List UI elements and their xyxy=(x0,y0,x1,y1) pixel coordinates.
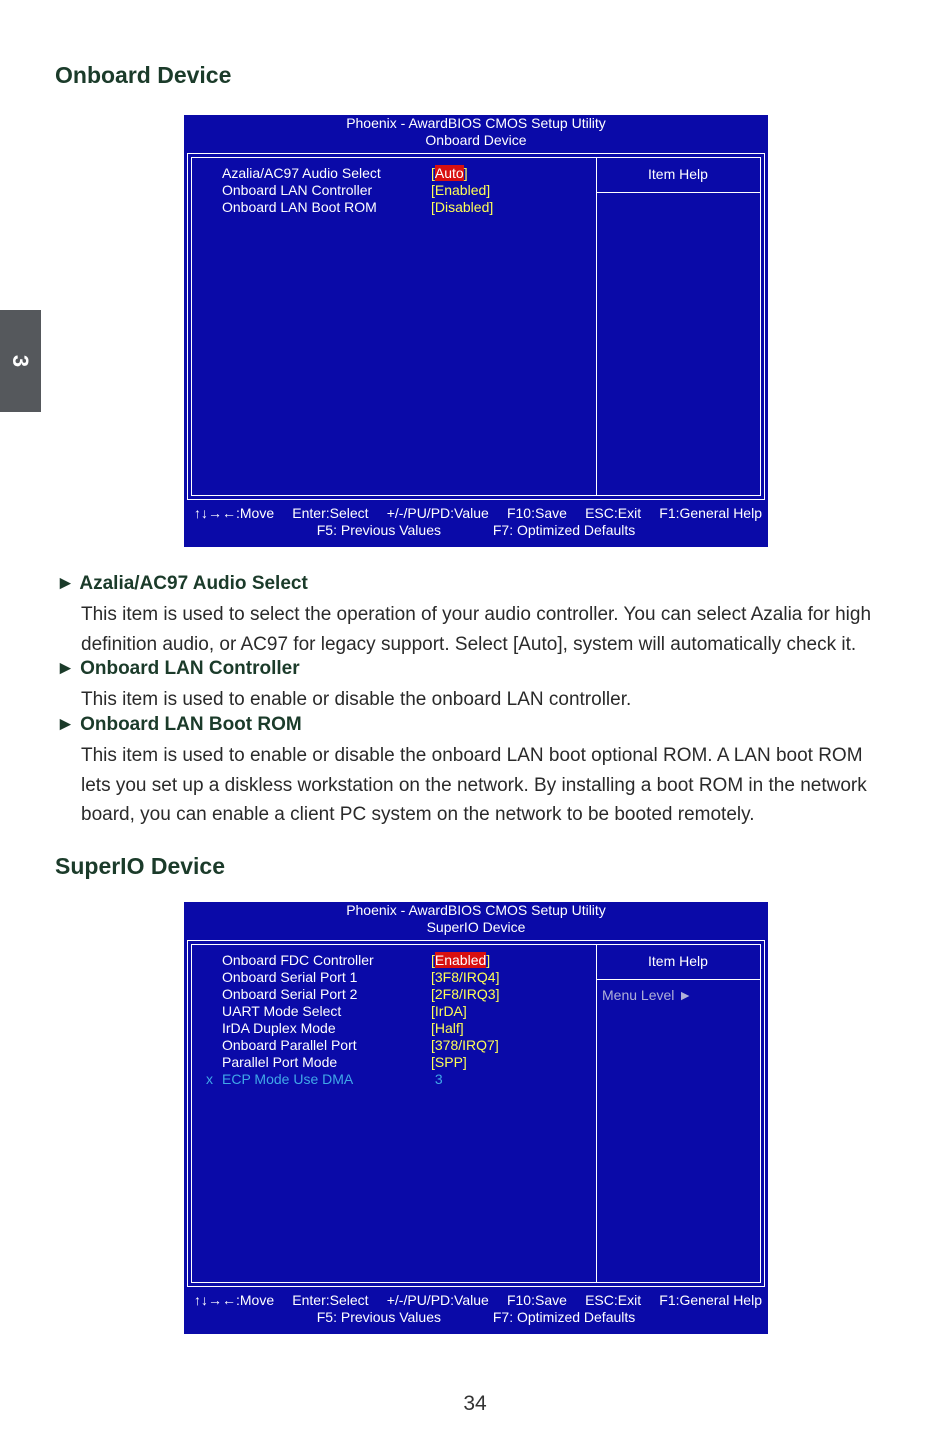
bios-item-parallel-port-mode[interactable] xyxy=(222,1054,467,1071)
menu-level-indicator: Menu Level ► xyxy=(602,987,693,1003)
bios-help-separator xyxy=(596,979,760,980)
description-text-lan-controller: This item is used to enable or disable the onboard LAN controller. xyxy=(81,689,632,710)
key-help: F1:General Help xyxy=(659,505,762,521)
bios-item-label: Onboard Serial Port 1 xyxy=(222,969,358,985)
bios-item-azalia[interactable] xyxy=(222,165,468,182)
bios-header xyxy=(184,902,768,936)
bios-item-uart-mode[interactable] xyxy=(222,1003,467,1020)
bios-item-label: Parallel Port Mode xyxy=(222,1054,338,1070)
key-exit: ESC:Exit xyxy=(585,505,642,521)
bios-screen-onboard xyxy=(184,115,768,547)
key-move: ↑↓→←:Move xyxy=(194,505,275,521)
bios-item-serial-port-2[interactable] xyxy=(222,986,499,1003)
bios-item-label: IrDA Duplex Mode xyxy=(222,1020,336,1036)
disabled-marker: x xyxy=(206,1071,213,1087)
description-text-azalia: This item is used to select the operation of your audio controller. You can select Azalia for high definition audio, or AC97 for legacy support. Select [Auto], system will automatically check it. xyxy=(81,604,872,655)
bios-item-label: Onboard LAN Boot ROM xyxy=(222,199,377,215)
bios-frame xyxy=(187,153,765,500)
key-select: Enter:Select xyxy=(292,1292,369,1308)
bios-frame xyxy=(187,940,765,1287)
item-help-label: Item Help xyxy=(648,166,708,182)
bios-footer-keys xyxy=(184,1292,768,1309)
bios-footer-keys xyxy=(184,505,768,522)
bios-item-label: UART Mode Select xyxy=(222,1003,342,1019)
bios-page-title: SuperIO Device xyxy=(426,919,526,935)
key-move: ↑↓→←:Move xyxy=(194,1292,275,1308)
section-title-onboard: Onboard Device xyxy=(55,62,232,88)
key-help: F1:General Help xyxy=(659,1292,762,1308)
bios-item-irda-duplex[interactable] xyxy=(222,1020,464,1037)
bios-item-value[interactable]: [Disabled] xyxy=(431,199,494,215)
key-save: F10:Save xyxy=(506,1292,567,1308)
selected-value-highlight: Enabled xyxy=(434,952,487,968)
bios-item-value[interactable]: [Auto] xyxy=(431,165,468,181)
bios-item-ecp-dma xyxy=(206,1071,443,1088)
bios-item-value: 3 xyxy=(431,1071,443,1087)
bios-footer-defaults xyxy=(184,522,768,539)
bios-item-value[interactable]: [IrDA] xyxy=(431,1003,467,1019)
item-help-label: Item Help xyxy=(648,953,708,969)
section-title-superio: SuperIO Device xyxy=(55,853,226,879)
key-previous-values: F5: Previous Values xyxy=(316,1309,441,1325)
description-text-lan-boot-rom: This item is used to enable or disable the onboard LAN boot optional ROM. A LAN boot ROM lets you set up a diskless workstation on the network. By installing a boot ROM in the network board, you can enable a client PC system on the network to be booted remotely. xyxy=(81,745,867,825)
bios-utility-title: Phoenix - AwardBIOS CMOS Setup Utility xyxy=(346,902,606,918)
bios-footer-defaults xyxy=(184,1309,768,1326)
bios-item-label: Onboard Serial Port 2 xyxy=(222,986,358,1002)
key-select: Enter:Select xyxy=(292,505,369,521)
bios-item-label: Azalia/AC97 Audio Select xyxy=(222,165,381,181)
bios-header xyxy=(184,115,768,149)
description-heading-lan-boot-rom: ► Onboard LAN Boot ROM xyxy=(56,714,302,735)
bios-item-parallel-port[interactable] xyxy=(222,1037,499,1054)
bios-item-lan-controller[interactable] xyxy=(222,182,490,199)
key-value: +/-/PU/PD:Value xyxy=(386,1292,489,1308)
chapter-tab xyxy=(0,310,41,412)
bios-item-label: Onboard LAN Controller xyxy=(222,182,373,198)
bios-inner-frame xyxy=(191,157,761,496)
bios-screen-superio xyxy=(184,902,768,1334)
key-optimized-defaults: F7: Optimized Defaults xyxy=(492,522,636,538)
selected-value-highlight: Auto xyxy=(434,165,464,181)
bios-item-label: ECP Mode Use DMA xyxy=(222,1071,354,1087)
bios-item-lan-boot-rom[interactable] xyxy=(222,199,493,216)
bios-item-value[interactable]: [Enabled] xyxy=(431,952,491,968)
key-optimized-defaults: F7: Optimized Defaults xyxy=(492,1309,636,1325)
key-previous-values: F5: Previous Values xyxy=(316,522,441,538)
chapter-number: 3 xyxy=(8,354,34,368)
bios-item-value[interactable]: [378/IRQ7] xyxy=(431,1037,499,1053)
bios-item-label: Onboard FDC Controller xyxy=(222,952,374,968)
bios-item-value[interactable]: [Half] xyxy=(431,1020,464,1036)
bios-help-separator xyxy=(596,192,760,193)
bios-inner-frame xyxy=(191,944,761,1283)
bios-item-label: Onboard Parallel Port xyxy=(222,1037,357,1053)
bios-item-fdc-controller[interactable] xyxy=(222,952,490,969)
description-heading-lan-controller: ► Onboard LAN Controller xyxy=(56,658,300,679)
bios-item-serial-port-1[interactable] xyxy=(222,969,499,986)
bios-item-value[interactable]: [Enabled] xyxy=(431,182,491,198)
page-number: 34 xyxy=(463,1392,487,1415)
key-save: F10:Save xyxy=(506,505,567,521)
bios-item-value[interactable]: [2F8/IRQ3] xyxy=(431,986,500,1002)
bios-item-value[interactable]: [SPP] xyxy=(431,1054,467,1070)
bios-help-divider xyxy=(596,945,597,1282)
description-heading-azalia: ► Azalia/AC97 Audio Select xyxy=(56,573,308,594)
key-value: +/-/PU/PD:Value xyxy=(386,505,489,521)
key-exit: ESC:Exit xyxy=(585,1292,642,1308)
bios-page-title: Onboard Device xyxy=(425,132,527,148)
bios-help-divider xyxy=(596,158,597,495)
bios-item-value[interactable]: [3F8/IRQ4] xyxy=(431,969,500,985)
bios-utility-title: Phoenix - AwardBIOS CMOS Setup Utility xyxy=(346,115,606,131)
